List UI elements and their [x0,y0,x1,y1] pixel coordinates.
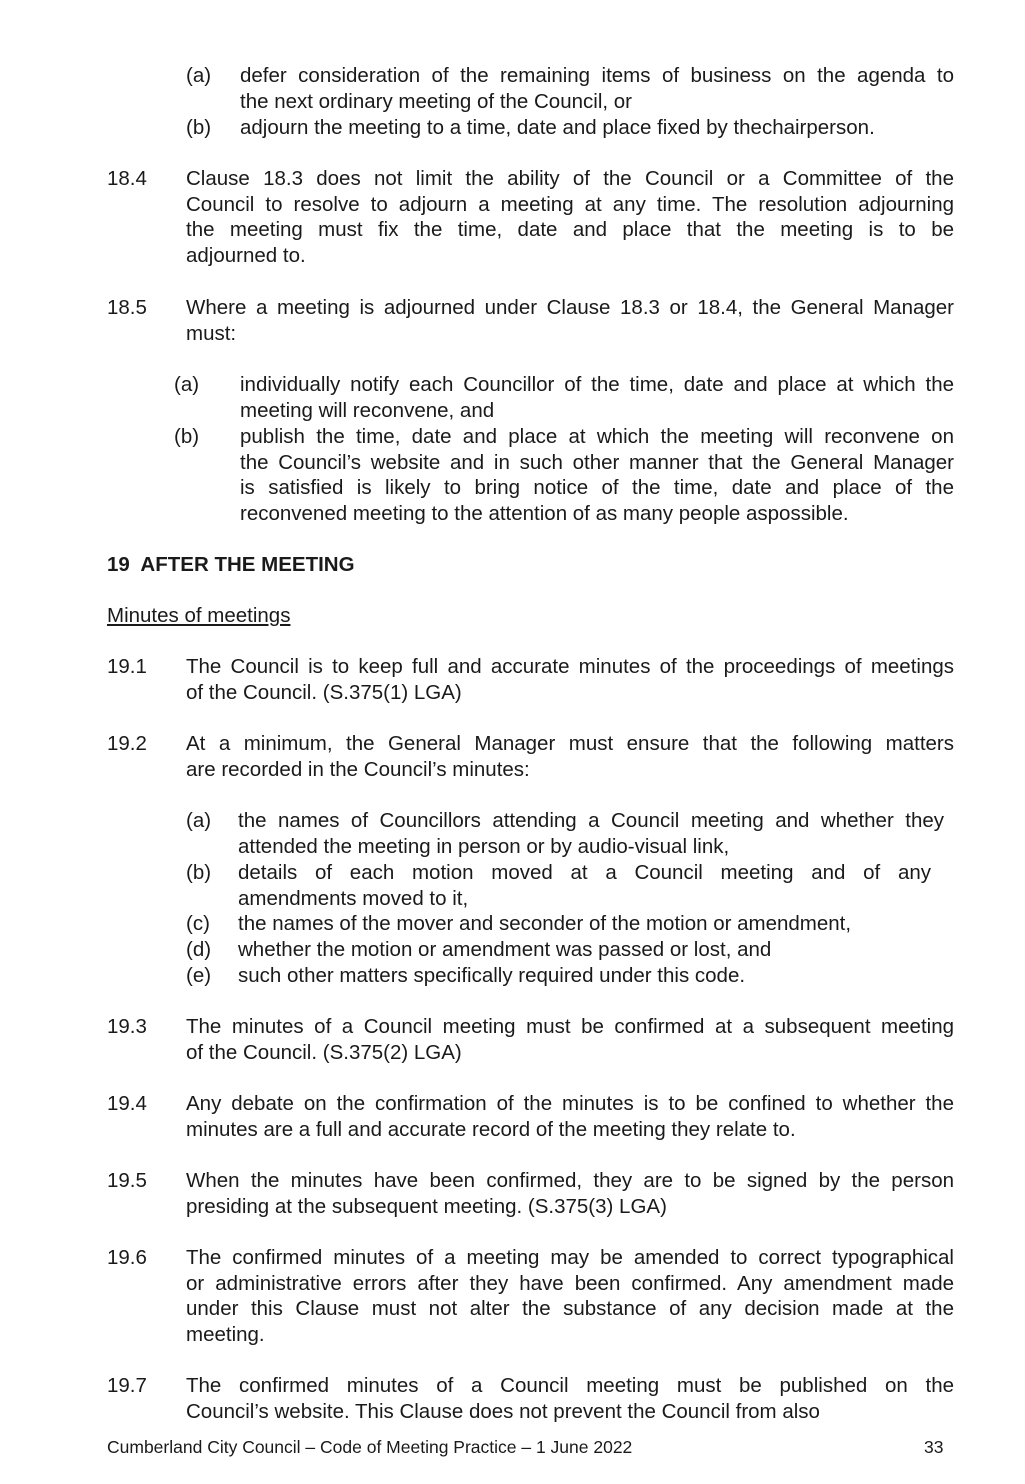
text-line: individually notify each Councillor of the time, date and place at which the [240,373,954,396]
text-line: The confirmed minutes of a meeting may be amended to correct typographical [186,1246,954,1269]
clause-text [186,1168,954,1219]
clause-number: 19.2 [107,732,147,755]
list-label: (a) [186,64,212,87]
list-item-text [238,937,944,963]
text-line: Where a meeting is adjourned under Clause 18.3 or 18.4, the General Manager [186,296,954,319]
list-item-text [238,860,931,911]
text-line: the meeting must fix the time, date and place that the meeting is to be [186,218,954,242]
text-line: attended the meeting in person or by audio-visual link, [238,834,730,858]
text-line: Council’s website. This Clause does not prevent the Council from also [186,1399,820,1423]
text-line: details of each motion moved at a Council meeting and of any [238,861,931,884]
list-item-text [240,63,954,114]
section-heading: 19 AFTER THE MEETING [107,553,355,576]
text-line: whether the motion or amendment was passed or lost, and [238,938,772,961]
text-line: reconvened meeting to the attention of as many people aspossible. [240,502,849,526]
subheading: Minutes of meetings [107,604,291,627]
text-line: meeting. [186,1323,265,1347]
text-line: The minutes of a Council meeting must be confirmed at a subsequent meeting [186,1015,954,1038]
text-line: The confirmed minutes of a Council meeting must be published on the [186,1374,954,1397]
clause-text [186,1373,954,1424]
list-label: (a) [174,373,200,396]
clause-number: 19.3 [107,1015,147,1038]
list-label: (d) [186,938,212,961]
text-line: minutes are a full and accurate record of the meeting they relate to. [186,1117,796,1141]
text-line: the names of Councillors attending a Council meeting and whether they [238,809,944,832]
text-line: the names of the mover and seconder of the motion or amendment, [238,912,852,935]
list-label: (b) [186,861,212,884]
clause-number: 19.7 [107,1374,147,1397]
text-line: are recorded in the Council’s minutes: [186,757,530,781]
clause-number: 19.6 [107,1246,147,1269]
list-label: (b) [186,116,212,139]
text-line: is satisfied is likely to bring notice of the time, date and place of the [240,476,954,500]
list-label: (e) [186,964,212,987]
text-line: amendments moved to it, [238,886,469,910]
text-line: presiding at the subsequent meeting. (S.375(3) LGA) [186,1194,667,1218]
text-line: meeting will reconvene, and [240,398,495,422]
list-label: (b) [174,425,200,448]
clause-text [186,1014,954,1065]
list-item-text [238,963,944,989]
clause-text [186,166,954,269]
text-line: or administrative errors after they have been confirmed. Any amendment made [186,1271,954,1295]
list-item-text [240,372,954,423]
text-line: of the Council. (S.375(1) LGA) [186,680,462,704]
clause-text [186,295,954,346]
text-line: When the minutes have been confirmed, they are to be signed by the person [186,1169,954,1192]
text-line: Any debate on the confirmation of the minutes is to be confined to whether the [186,1092,954,1115]
page-footer: Cumberland City Council – Code of Meeting Practice – 1 June 2022 [107,1437,633,1457]
clause-number: 18.4 [107,167,147,190]
list-item-text [240,115,954,141]
text-line: the Council’s website and in such other manner that the General Manager [240,450,954,474]
text-line: The Council is to keep full and accurate minutes of the proceedings of meetings [186,655,954,678]
clause-number: 19.4 [107,1092,147,1115]
clause-number: 19.5 [107,1169,147,1192]
clause-number: 18.5 [107,296,147,319]
list-label: (a) [186,809,212,832]
clause-text [186,1091,954,1142]
text-line: publish the time, date and place at which the meeting will reconvene on [240,425,954,448]
clause-text [186,731,954,782]
text-line: must: [186,321,237,345]
text-line: such other matters specifically required under this code. [238,964,746,987]
list-label: (c) [186,912,210,935]
clause-text [186,1245,954,1348]
text-line: of the Council. (S.375(2) LGA) [186,1040,462,1064]
clause-text [186,654,954,705]
text-line: Clause 18.3 does not limit the ability of the Council or a Committee of the [186,167,954,190]
list-item-text [240,424,954,527]
list-item-text [238,911,944,937]
clause-number: 19.1 [107,655,147,678]
text-line: adjourn the meeting to a time, date and place fixed by thechairperson. [240,116,875,139]
list-item-text [238,808,944,859]
text-line: Council to resolve to adjourn a meeting at any time. The resolution adjourning [186,192,954,216]
text-line: defer consideration of the remaining items of business on the agenda to [240,64,954,87]
text-line: adjourned to. [186,244,306,268]
text-line: At a minimum, the General Manager must ensure that the following matters [186,732,954,755]
text-line: under this Clause must not alter the substance of any decision made at the [186,1297,954,1321]
page-number: 33 [924,1437,944,1457]
text-line: the next ordinary meeting of the Council, or [240,89,632,113]
